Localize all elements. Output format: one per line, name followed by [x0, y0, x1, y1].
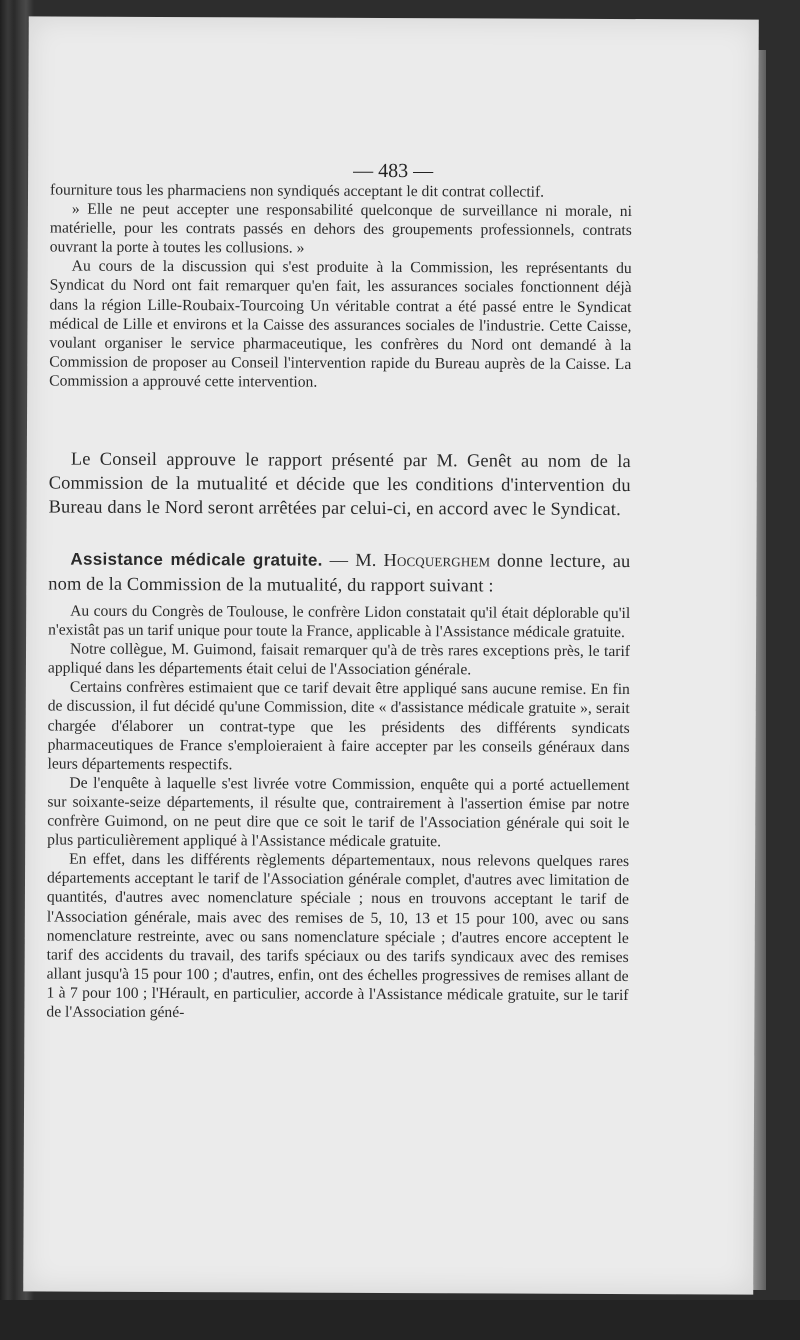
page-number: — 483 —: [353, 159, 434, 183]
section-intro-text: — M.: [322, 549, 384, 570]
quoted-report-block: [49, 181, 632, 394]
council-decision-text: Le Conseil approuve le rapport présenté par M. Genêt au nom de la Commission de la mutualité et décide que les conditions d'intervention du Bureau dans le Nord seront arrêtées par celui-ci, en accord avec le Syndicat.: [48, 448, 631, 520]
report-paragraph: Notre collègue, M. Guimond, faisait remarquer qu'à de très rares exceptions près, le tarif appliqué dans les départements était celui de l'Association générale.: [47, 640, 631, 679]
section-heading: Assistance médicale gratuite.: [70, 549, 323, 570]
report-paragraph: Certains confrères estimaient que ce tarif devait être appliqué sans aucune remise. En fin de discussion, il fut décidé qu'une Commission, dite « d'assistance médicale gratuite », serait chargée d'élaborer un contrat-type que les présidents des différents syndicats pharmaceutiques de France s'emploieraient à faire accepter par les conseils généraux dans leurs départements respectifs.: [47, 678, 630, 774]
report-paragraph: De l'enquête à laquelle s'est livrée votre Commission, enquête qui a porté actuellement sur soixante-seize départements, il résulte que, contrairement à l'assertion émise par notre confrère Guimond, on ne peut dire que ce soit le tarif de l'Association générale qui soit le plus particulièrement appliqué à l'Assistance médicale gratuite.: [47, 774, 630, 851]
section-intro-block: [48, 547, 630, 599]
speaker-name: Hocquerghem: [383, 549, 491, 571]
section-intro-text: donne lecture, au nom de la Commission de la mutualité, du rapport suivant :: [48, 550, 631, 596]
report-paragraph: Au cours de la discussion qui s'est produite à la Commission, les représentants du Syndicat du Nord ont fait remarquer qu'en fait, les assurances sociales fonctionnent déjà dans la région Lille-Roubaix-Tourcoing Un véritable contrat a été passé entre le Syndicat médical de Lille et environs et la Caisse des assurances sociales de l'industrie. Cette Caisse, voulant organiser le service pharmaceutique, les confrères du Nord ont demandé à la Commission de proposer au Conseil l'intervention rapide du Bureau auprès de la Caisse. La Commission a approuvé cette intervention.: [49, 257, 632, 391]
council-decision-block: [49, 447, 631, 522]
scanner-bed-bottom: [0, 1300, 800, 1340]
document-page: [23, 16, 759, 1294]
report-paragraph: » Elle ne peut accepter une responsabilité quelconque de surveillance ni morale, ni matérielle, pour les contrats passés en dehors des groupements professionnels, contrats ouvrant la porte à toutes les collusions. »: [49, 200, 632, 257]
report-paragraph: fourniture tous les pharmaciens non syndiqués acceptant le dit contrat collectif.: [49, 181, 545, 201]
report-paragraph: En effet, dans les différents règlements départementaux, nous relevons quelques rares départements acceptant le tarif de l'Association générale complet, d'autres avec limitation de quantités, d'autres avec nomenclature spéciale ; nous en trouvons acceptant le tarif de l'Association générale, mais avec des remises de 5, 10, 13 et 15 pour 100, avec ou sans nomenclature restreinte, avec ou sans nomenclature spéciale ; d'autres encore acceptent le tarif des accidents du travail, des tarifs spéciaux ou des tarifs syndicaux avec des remises allant jusqu'à 15 pour 100 ; d'autres, enfin, ont des échelles progressives de remises allant de 1 à 7 pour 100 ; l'Hérault, en particulier, accorde à l'Assistance médicale gratuite, sur le tarif de l'Association géné-: [46, 850, 630, 1022]
report-paragraph: Au cours du Congrès de Toulouse, le confrère Lidon constatait qu'il était déplorable qu'il n'existât pas un tarif unique pour toute la France, applicable à l'Assistance médicale gratuite.: [48, 602, 631, 642]
report-block: [46, 602, 630, 1025]
